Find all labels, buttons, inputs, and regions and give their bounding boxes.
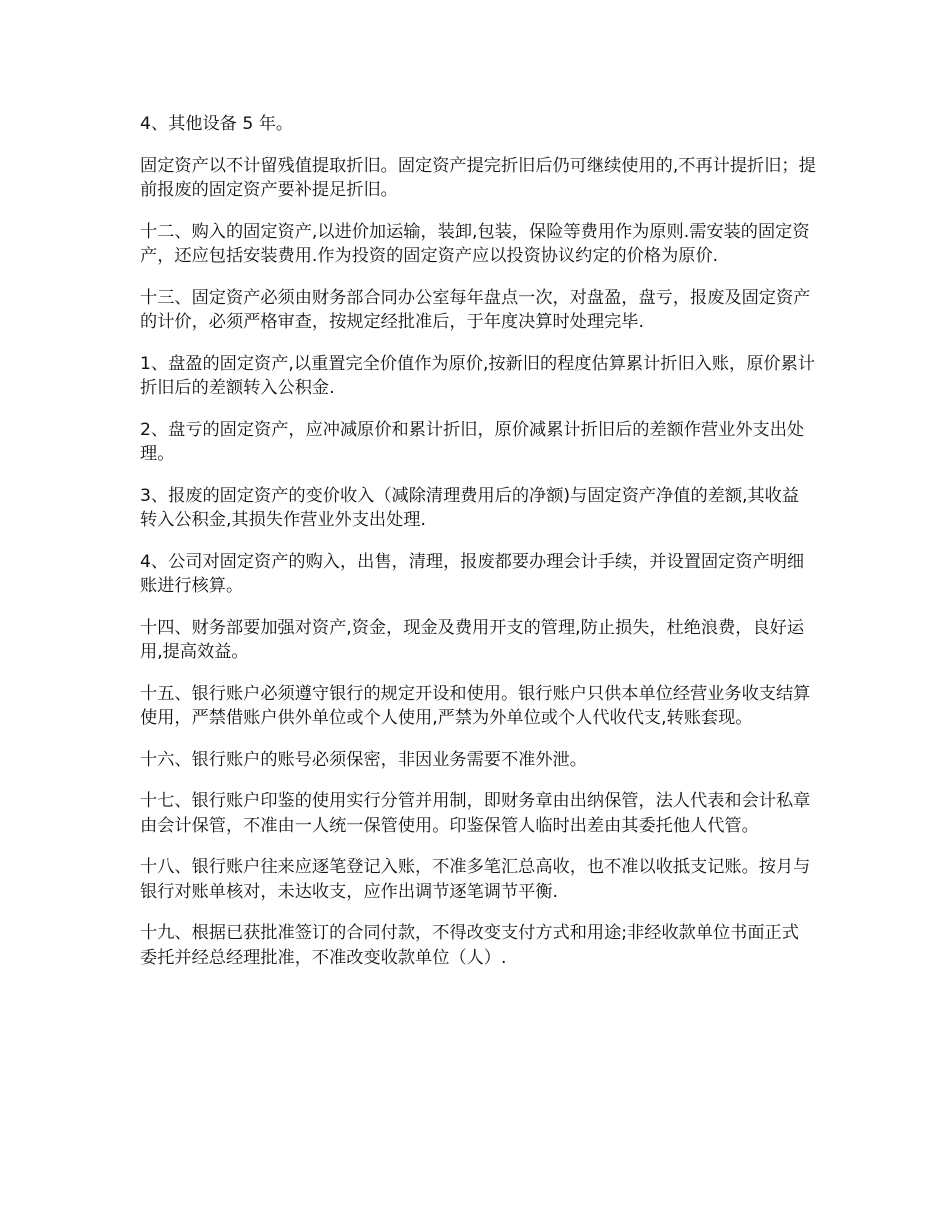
paragraph-article-13: 十三、固定资产必须由财务部合同办公室每年盘点一次，对盘盈，盘亏，报废及固定资产的计价，必须严格审查，按规定经批准后，于年度决算时处理完毕. [140,287,811,332]
paragraph-no-residual-value: 固定资产以不计留残值提取折旧。固定资产提完折旧后仍可继续使用的,不再计提折旧；提前报废的固定资产要补提足折旧。 [140,155,816,200]
paragraph-accounting-procedures: 4、公司对固定资产的购入，出售，清理，报废都要办理会计手续，并设置固定资产明细账进行核算。 [140,551,805,596]
paragraph-inventory-surplus: 1、盘盈的固定资产,以重置完全价值作为原价,按新旧的程度估算累计折旧入账，原价累计折旧后的差额转入公积金. [140,353,815,398]
paragraph-article-16: 十六、银行账户的账号必须保密，非因业务需要不准外泄。 [140,749,587,770]
paragraph-article-18: 十八、银行账户往来应逐笔登记入账，不准多笔汇总高收，也不准以收抵支记账。按月与银行对账单核对，未达收支，应作出调节逐笔调节平衡. [140,857,811,902]
paragraph-other-equipment: 4、其他设备 5 年。 [140,114,294,134]
document-body [140,112,816,987]
paragraph-article-14: 十四、财务部要加强对资产,资金，现金及费用开支的管理,防止损失，杜绝浪费，良好运用,提高效益。 [140,617,805,662]
paragraph-scrapped-assets: 3、报废的固定资产的变价收入（减除清理费用后的净额)与固定资产净值的差额,其收益转入公积金,其损失作营业外支出处理. [140,485,800,530]
paragraph-article-12: 十二、购入的固定资产,以进价加运输，装卸,包装，保险等费用作为原则.需安装的固定资产，还应包括安装费用.作为投资的固定资产应以投资协议约定的价格为原价. [140,221,810,266]
paragraph-article-15: 十五、银行账户必须遵守银行的规定开设和使用。银行账户只供本单位经营业务收支结算使用，严禁借账户供外单位或个人使用,严禁为外单位或个人代收代支,转账套现。 [140,683,811,728]
paragraph-article-19: 十九、根据已获批准签订的合同付款，不得改变支付方式和用途;非经收款单位书面正式委托并经总经理批准，不准改变收款单位（人）. [140,923,799,968]
paragraph-article-17: 十七、银行账户印鉴的使用实行分管并用制，即财务章由出纳保管，法人代表和会计私章由会计保管，不准由一人统一保管使用。印鉴保管人临时出差由其委托他人代管。 [140,791,811,836]
paragraph-inventory-loss: 2、盘亏的固定资产，应冲减原价和累计折旧，原价减累计折旧后的差额作营业外支出处理。 [140,419,805,464]
